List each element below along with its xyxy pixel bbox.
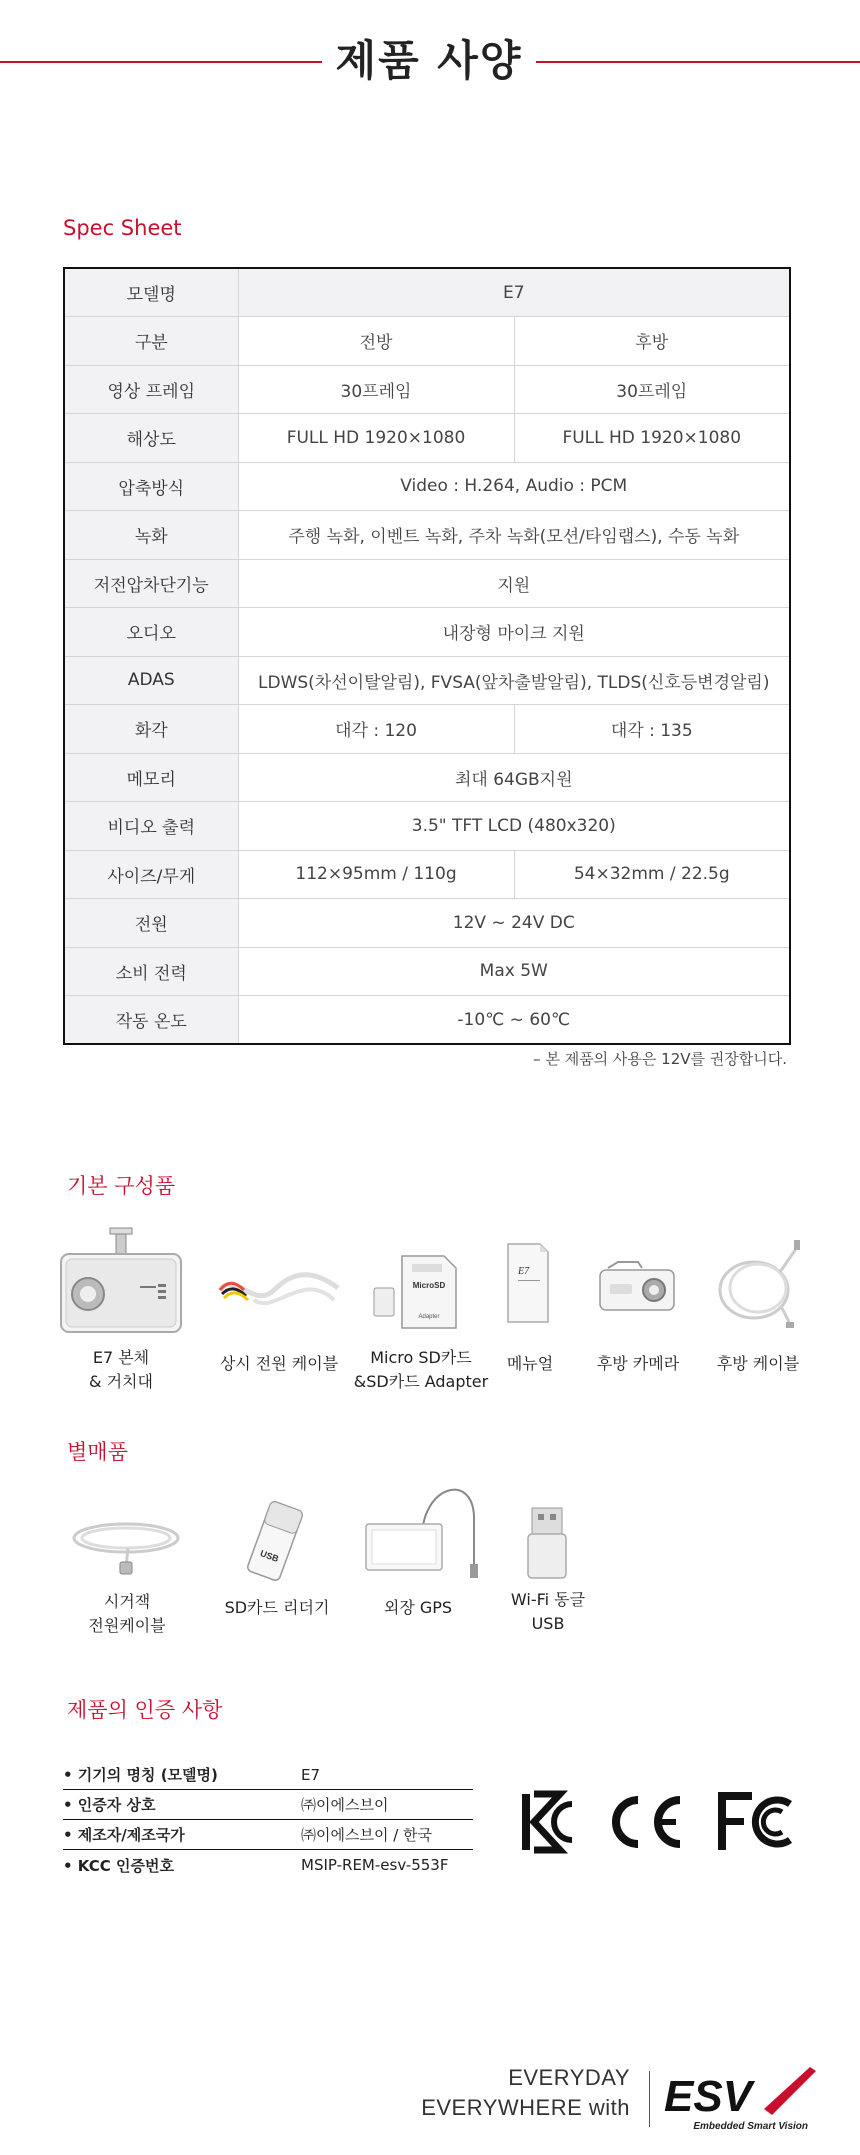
item-label: E7 본체 [92, 1348, 150, 1367]
spec-label: 영상 프레임 [64, 365, 238, 414]
rear-camera-icon [598, 1258, 676, 1318]
certification-title: 제품의 인증 사항 [67, 1698, 223, 1722]
spec-label: 작동 온도 [64, 996, 238, 1045]
spec-label: 녹화 [64, 511, 238, 560]
cigar-cable-icon [68, 1508, 186, 1578]
spec-label: ADAS [64, 656, 238, 705]
basic-components-list [0, 1220, 860, 1400]
sd-card-icon [372, 1252, 462, 1332]
item-label: 후방 케이블 [716, 1354, 800, 1373]
certification-marks [520, 1788, 800, 1858]
spec-row [64, 414, 790, 463]
logo-subtitle: Embedded Smart Vision [693, 2121, 808, 2132]
item-label: 외장 GPS [383, 1598, 453, 1617]
item-label: 전원케이블 [88, 1616, 166, 1635]
spec-row [64, 947, 790, 996]
spec-value: 내장형 마이크 지원 [238, 608, 790, 657]
spec-row [64, 705, 790, 754]
basic-item-sd-card [346, 1346, 496, 1394]
spec-value: 최대 64GB지원 [238, 753, 790, 802]
spec-row [64, 656, 790, 705]
spec-value-front: 대각 : 120 [238, 705, 514, 754]
spec-value-front: 112×95mm / 110g [238, 850, 514, 899]
spec-table [63, 267, 791, 1045]
spec-value: Video : H.264, Audio : PCM [238, 462, 790, 511]
certification-list [63, 1760, 473, 1880]
tagline-everyday: EVERYDAY [508, 2065, 630, 2090]
spec-label: 사이즈/무게 [64, 850, 238, 899]
spec-label: 저전압차단기능 [64, 559, 238, 608]
item-label: USB [531, 1614, 565, 1633]
item-label: 후방 카메라 [596, 1354, 680, 1373]
title-rule-right [536, 61, 860, 63]
brand-footer [420, 2065, 820, 2135]
spec-value: 지원 [238, 559, 790, 608]
spec-label: 구분 [64, 317, 238, 366]
power-cable-icon [214, 1260, 344, 1320]
spec-label: 화각 [64, 705, 238, 754]
sd-card-text: MicroSD [412, 1281, 446, 1290]
spec-value-rear: FULL HD 1920×1080 [514, 414, 790, 463]
footer-divider [649, 2071, 650, 2127]
spec-value: 주행 녹화, 이벤트 녹화, 주차 녹화(모션/타임랩스), 수동 녹화 [238, 511, 790, 560]
spec-row [64, 899, 790, 948]
optional-item-sd-reader [212, 1596, 342, 1620]
optional-items-list [0, 1474, 860, 1654]
spec-label: 오디오 [64, 608, 238, 657]
spec-row [64, 850, 790, 899]
spec-row [64, 365, 790, 414]
optional-item-gps [358, 1596, 478, 1620]
spec-value-rear: 후방 [514, 317, 790, 366]
spec-value-rear: 대각 : 135 [514, 705, 790, 754]
reader-text: USB [258, 1548, 281, 1564]
item-label: 시거잭 [103, 1592, 151, 1611]
spec-row [64, 753, 790, 802]
spec-value-rear: 30프레임 [514, 365, 790, 414]
spec-row [64, 462, 790, 511]
item-label: 메뉴얼 [506, 1354, 554, 1373]
item-label: SD카드 리더기 [224, 1598, 330, 1617]
spec-value: Max 5W [238, 947, 790, 996]
spec-row [64, 996, 790, 1045]
spec-note: – 본 제품의 사용은 12V를 권장합니다. [533, 1050, 787, 1068]
manual-text: E7 [518, 1266, 530, 1277]
spec-value: -10℃ ~ 60℃ [457, 1009, 571, 1030]
spec-label: 해상도 [64, 414, 238, 463]
cert-row [63, 1760, 473, 1790]
basic-item-rear-camera [588, 1352, 688, 1376]
item-label: & 거치대 [89, 1372, 153, 1391]
page-title: 제품 사양 [335, 36, 523, 85]
item-label: 상시 전원 케이블 [219, 1354, 339, 1373]
cert-value: MSIP-REM-esv-553F [301, 1856, 449, 1874]
item-label: &SD카드 Adapter [353, 1372, 489, 1391]
spec-value-rear: 54×32mm / 22.5g [514, 850, 790, 899]
basic-components-title: 기본 구성품 [67, 1174, 176, 1198]
cert-value: E7 [301, 1765, 321, 1784]
cert-row [63, 1850, 473, 1880]
optional-items-title: 별매품 [67, 1440, 128, 1464]
spec-row [64, 559, 790, 608]
tagline-everywhere: EVERYWHERE with [421, 2095, 630, 2120]
spec-label: 메모리 [64, 753, 238, 802]
spec-row [64, 268, 790, 317]
kc-mark-icon [522, 1794, 572, 1850]
dashcam-icon [58, 1226, 184, 1336]
basic-item-manual [480, 1352, 580, 1376]
spec-label: 비디오 출력 [64, 802, 238, 851]
cert-key: • 제조자/제조국가 [63, 1826, 185, 1844]
cert-value: ㈜이에스브이 [301, 1796, 389, 1814]
basic-item-power-cable [204, 1352, 354, 1376]
spec-label: 전원 [64, 899, 238, 948]
optional-item-wifi-dongle [488, 1588, 608, 1636]
item-label: Wi-Fi 동글 [510, 1590, 586, 1609]
spec-label: 소비 전력 [64, 947, 238, 996]
basic-item-dashcam [56, 1346, 186, 1394]
spec-row [64, 802, 790, 851]
spec-value: LDWS(차선이탈알림), FVSA(앞차출발알림), TLDS(신호등변경알림) [238, 656, 790, 705]
cert-row [63, 1820, 473, 1850]
spec-sheet-title: Spec Sheet [63, 216, 182, 240]
spec-value-front: FULL HD 1920×1080 [238, 414, 514, 463]
spec-row [64, 511, 790, 560]
spec-label: 압축방식 [64, 462, 238, 511]
title-rule-left [0, 61, 322, 63]
spec-value: 12V ~ 24V DC [238, 899, 790, 948]
sd-reader-icon [240, 1498, 310, 1584]
spec-value: 3.5" TFT LCD (480x320) [238, 802, 790, 851]
spec-value: E7 [238, 268, 790, 317]
cert-key: • KCC 인증번호 [63, 1856, 174, 1875]
gps-icon [362, 1476, 482, 1584]
sd-adapter-text: Adapter [418, 1314, 440, 1320]
fc-mark-icon [722, 1796, 790, 1850]
wifi-dongle-icon [524, 1504, 570, 1584]
spec-value-front: 전방 [238, 317, 514, 366]
item-label: Micro SD카드 [370, 1348, 472, 1367]
cert-key: • 기기의 명칭 (모델명) [63, 1766, 218, 1784]
spec-value-front: 30프레임 [238, 365, 514, 414]
basic-item-rear-cable [702, 1352, 814, 1376]
spec-row [64, 608, 790, 657]
spec-row [64, 317, 790, 366]
spec-label: 모델명 [64, 268, 238, 317]
manual-icon [504, 1240, 556, 1326]
ce-mark-icon [616, 1800, 680, 1844]
cert-value: ㈜이에스브이 / 한국 [301, 1826, 433, 1844]
rear-cable-icon [710, 1238, 806, 1330]
cert-row [63, 1790, 473, 1820]
logo-text: ESV [664, 2072, 753, 2121]
page-header [0, 28, 860, 98]
cert-key: • 인증자 상호 [63, 1796, 156, 1814]
optional-item-cigar-cable [62, 1590, 192, 1638]
